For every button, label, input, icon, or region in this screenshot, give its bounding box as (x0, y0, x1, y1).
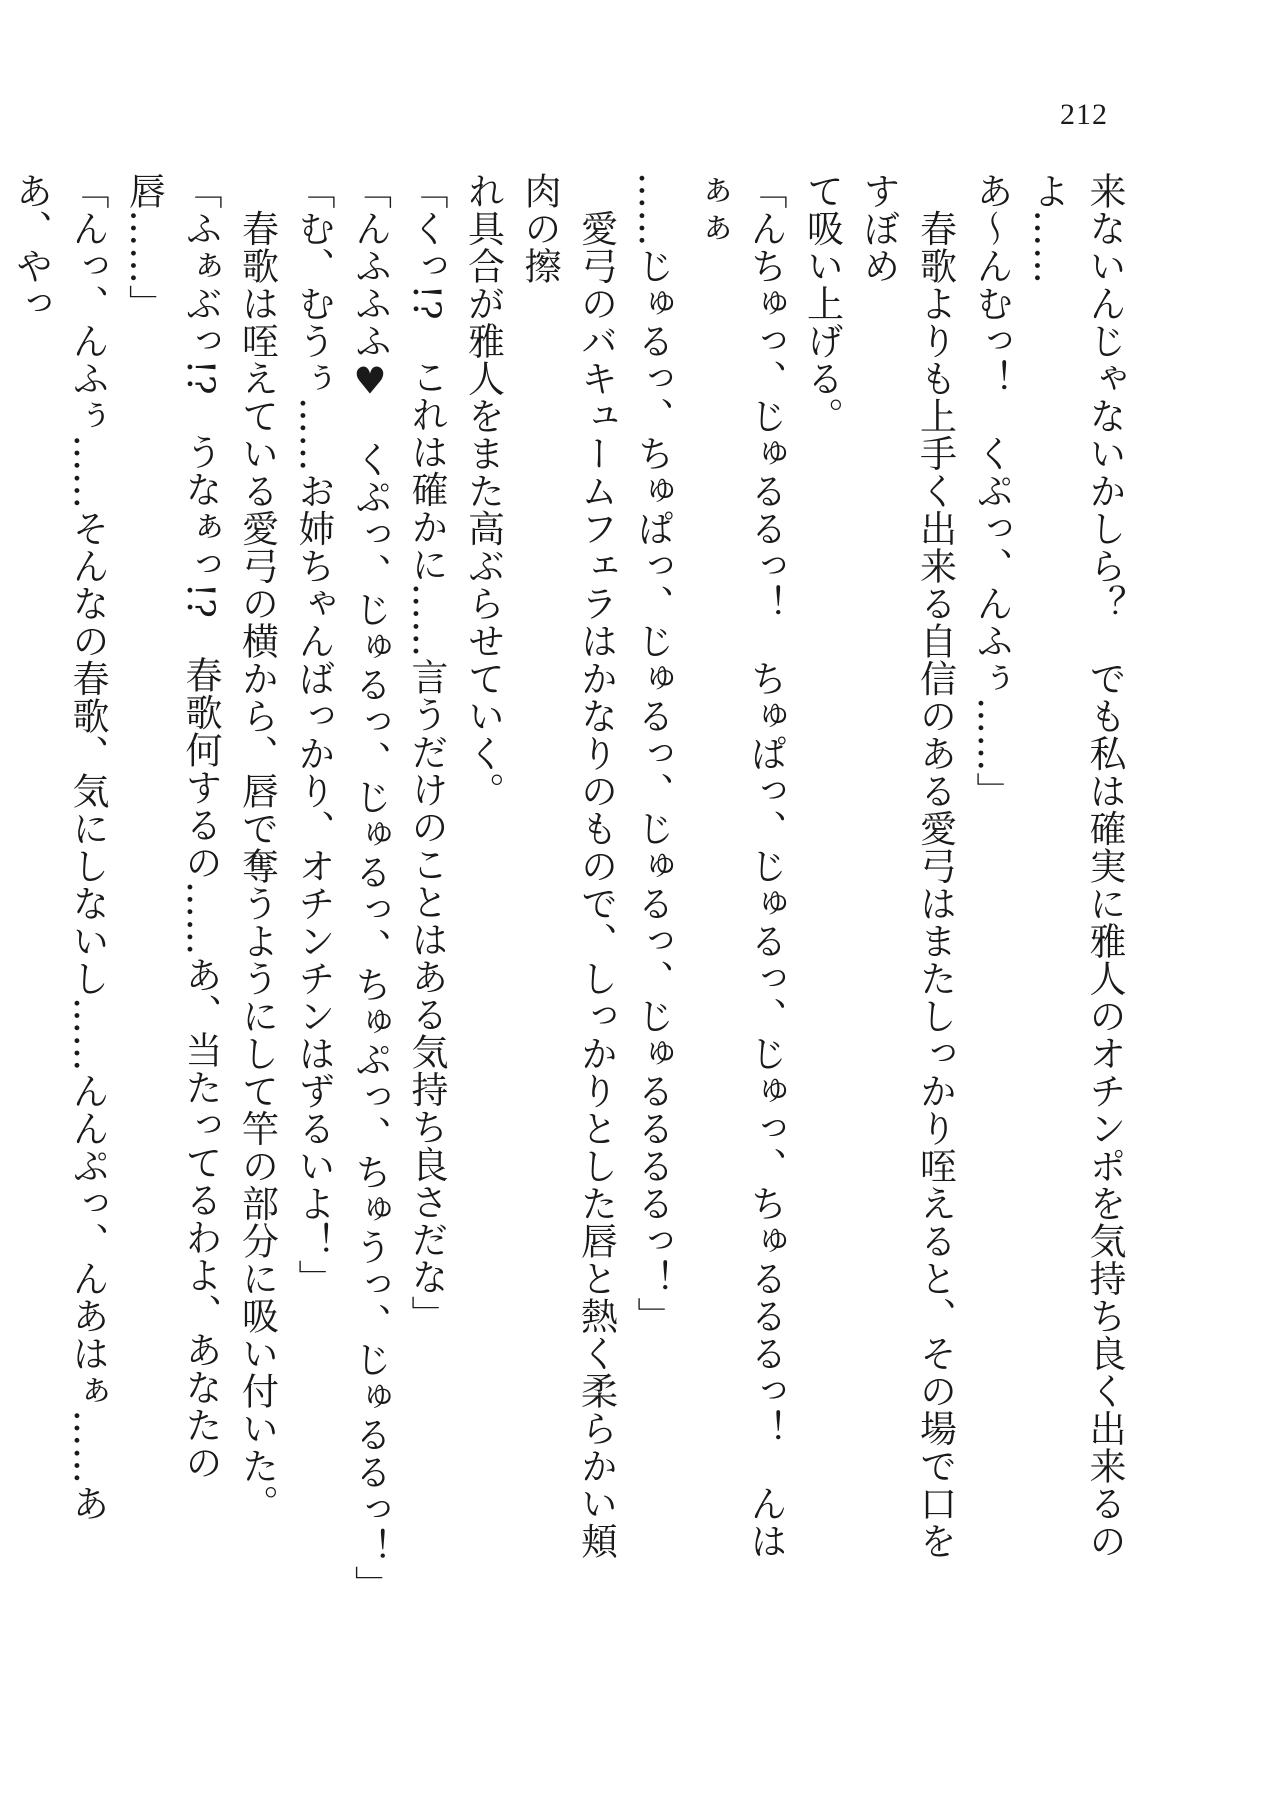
text-line: れ具合が雅人をまた高ぶらせていく。 (461, 172, 505, 810)
text-line: 春歌よりも上手く出来る自信のある愛弓はまたしっかり咥えると、その場で口をすぼめ (857, 172, 957, 1560)
text-line: 愛弓のバキュームフェラはかなりのもので、しっかりとした唇と熱く柔らかい頬肉の擦 (518, 172, 618, 1560)
novel-text-body (9, 172, 1132, 1603)
text-line: 来ないんじゃないかしら？ でも私は確実に雅人のオチンポを気持ち良く出来るのよ…… (1026, 172, 1126, 1560)
text-line: 「ふぁぶっ!? うなぁっ!? 春歌何するの……あ、当たってるわよ、あなたの唇……」 (122, 172, 222, 1481)
text-line: 「くっ!? これは確かに……言うだけのことはある気持ち良さだな」 (405, 172, 448, 1333)
text-line: あ〜んむっ！ くぷっ、んふぅ……」 (970, 172, 1013, 810)
text-line: て吸い上げる。 (800, 172, 844, 435)
text-line: ……じゅるっ、ちゅぱっ、じゅるっ、じゅるっ、じゅるるるるっ！」 (631, 172, 674, 1335)
text-line (0, 172, 2, 1592)
text-line: 「んちゅっ、じゅるるっ！ ちゅぱっ、じゅるっ、じゅっ、ちゅるるるっ！ んはぁぁ (687, 172, 787, 1560)
page-number: 212 (1060, 98, 1108, 131)
text-line: 「んっ、んふぅ……そんなの春歌、気にしないし……んんぷっ、んあはぁ……ああ、やっ (9, 172, 109, 1522)
text-line: 「んふふふ♥ くぷっ、じゅるっ、じゅるっ、ちゅぷっ、ちゅうっ、じゅるるっ！」 (348, 172, 392, 1603)
text-line: 「む、むうぅ……お姉ちゃんばっかり、オチンチンはずるいよ！」 (292, 172, 335, 1297)
text-line: 春歌は咥えている愛弓の横から、唇で奪うようにして竿の部分に吸い付いた。 (235, 172, 279, 1522)
